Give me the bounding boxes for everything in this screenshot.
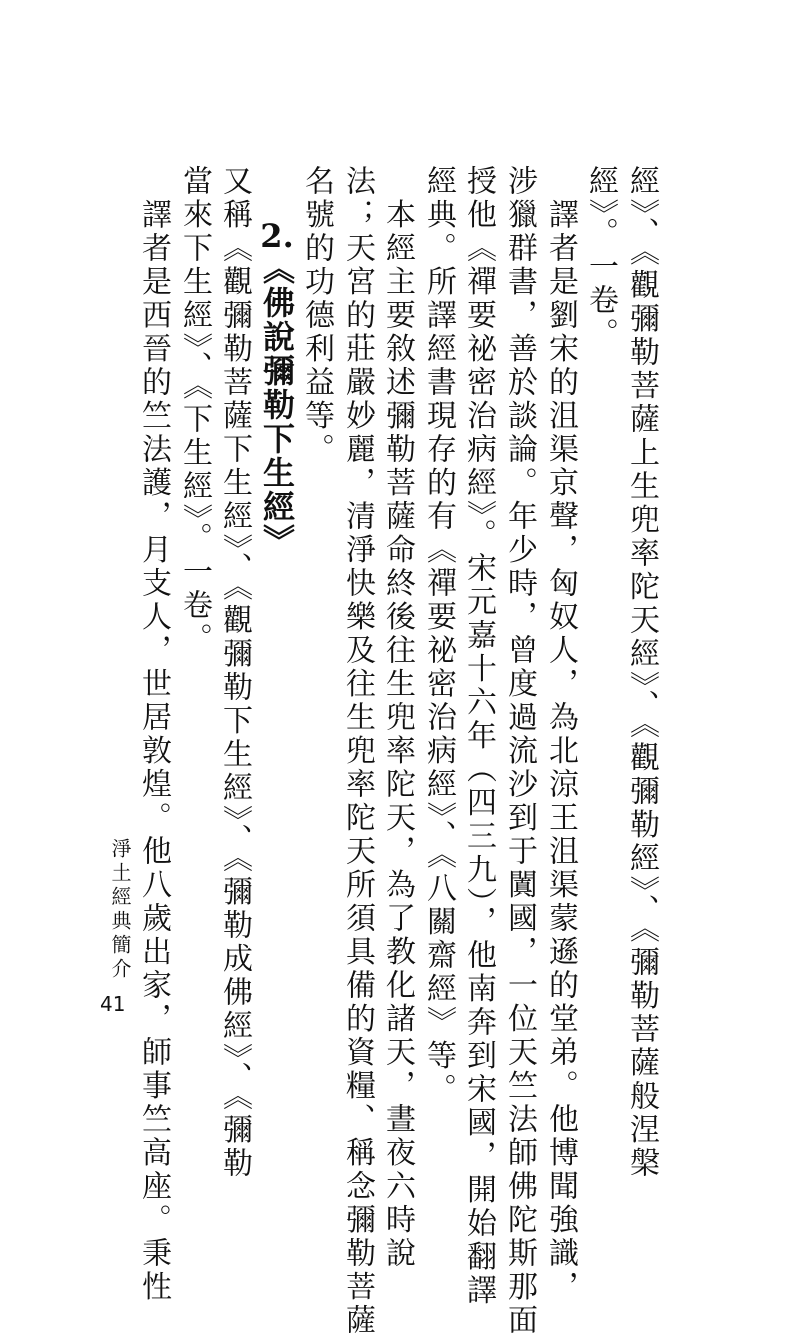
text-line-11: 當來下生經》、《下生經》。一卷。 bbox=[177, 165, 212, 656]
text-line-7: 本經主要敘述彌勒菩薩命終後往生兜率陀天，為了教化諸天，晝夜六時說 bbox=[380, 165, 415, 1271]
text-line-4: 涉獵群書，善於談論。年少時，曾度過流沙到于闐國，一位天竺法師佛陀斯那面 bbox=[502, 165, 537, 1338]
running-title: 淨土經典簡介 bbox=[108, 838, 132, 982]
section-number: 2. bbox=[260, 220, 294, 252]
section-title: 《佛說彌勒下生經》 bbox=[258, 252, 296, 558]
text-line-6: 經典。所譯經書現存的有《禪要祕密治病經》、《八關齋經》等。 bbox=[421, 165, 456, 1107]
text-line-2: 經》。一卷。 bbox=[583, 165, 618, 351]
section-heading bbox=[257, 220, 297, 558]
text-line-8: 法；天宮的莊嚴妙麗，清淨快樂及往生兜率陀天所須具備的資糧、稱念彌勒菩薩 bbox=[340, 165, 375, 1338]
text-line-10: 又稱《觀彌勒菩薩下生經》、《觀彌勒下生經》、《彌勒成佛經》、《彌勒 bbox=[217, 165, 252, 1181]
text-line-9: 名號的功德利益等。 bbox=[299, 165, 334, 467]
text-line-3: 譯者是劉宋的沮渠京聲，匈奴人，為北涼王沮渠蒙遜的堂弟。他博聞強識， bbox=[543, 165, 578, 1304]
text-line-5: 授他《禪要祕密治病經》。宋元嘉十六年（四三九），他南奔到宋國，開始翻譯 bbox=[461, 165, 496, 1308]
text-line-1: 經》、《觀彌勒菩薩上生兜率陀天經》、《觀彌勒經》、《彌勒菩薩般涅槃 bbox=[624, 165, 659, 1181]
text-line-12: 譯者是西晉的竺法護，月支人，世居敦煌。他八歲出家，師事竺高座。秉性 bbox=[136, 165, 171, 1304]
page-number: 41 bbox=[100, 992, 126, 1016]
